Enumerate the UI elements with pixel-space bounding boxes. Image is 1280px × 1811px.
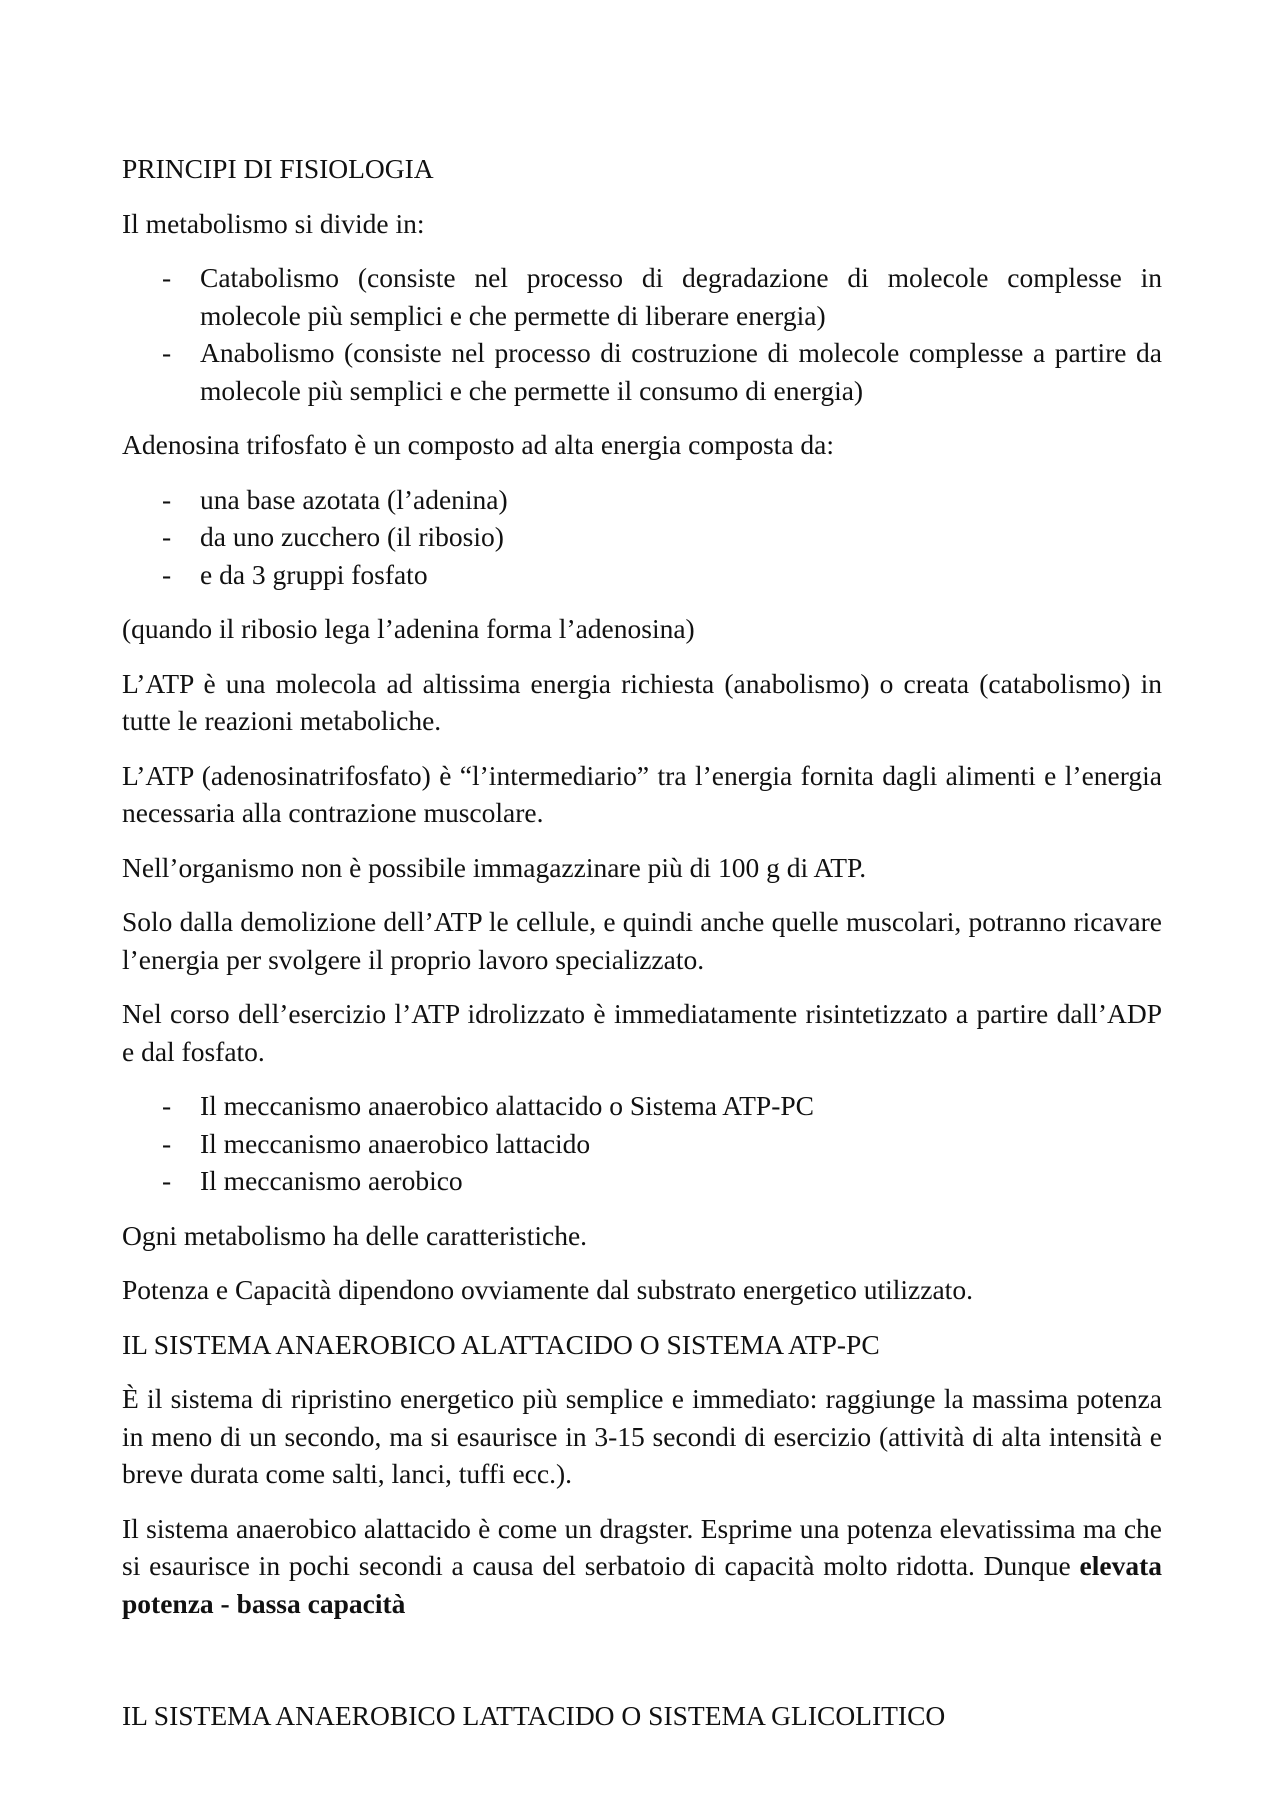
atp-components-list <box>122 481 1162 594</box>
list-item: - da uno zucchero (il ribosio) <box>122 518 1162 556</box>
mechanism-list <box>122 1087 1162 1200</box>
document-page <box>122 150 1162 1752</box>
paragraph-text: Il sistema anaerobico alattacido è come un dragster. Esprime una potenza elevatissima ma che si esaurisce in pochi secondi a causa del serbatoio di capacità molto ridotta. Dunque <box>122 1512 1162 1581</box>
blank-line <box>122 1639 1162 1697</box>
list-item: - una base azotata (l’adenina) <box>122 481 1162 519</box>
paragraph: L’ATP (adenosinatrifosfato) è “l’intermediario” tra l’energia fornita dagli alimenti e l’energia necessaria alla contrazione muscolare. <box>122 759 1162 828</box>
paragraph: Nell’organismo non è possibile immagazzinare più di 100 g di ATP. <box>122 851 867 883</box>
list-item: - e da 3 gruppi fosfato <box>122 556 1162 594</box>
atp-intro: Adenosina trifosfato è un composto ad alta energia composta da: <box>122 429 834 460</box>
list-item: - Catabolismo (consiste nel processo di degradazione di molecole complesse in molecole più semplici e che permette di liberare energia) <box>122 259 1162 334</box>
paragraph-dragster <box>122 1510 1162 1623</box>
paragraph: Nel corso dell’esercizio l’ATP idrolizzato è immediatamente risintetizzato a partire dall’ADP e dal fosfato. <box>122 998 1162 1067</box>
section-heading-alattacido: IL SISTEMA ANAEROBICO ALATTACIDO O SISTEMA ATP-PC <box>122 1328 880 1360</box>
list-item: - Il meccanismo anaerobico alattacido o Sistema ATP-PC <box>122 1087 1162 1125</box>
document-title: PRINCIPI DI FISIOLOGIA <box>122 153 434 184</box>
bold-emphasis: elevata potenza - bassa capacità <box>122 1550 1162 1619</box>
list-item: - Il meccanismo aerobico <box>122 1162 1162 1200</box>
paragraph: L’ATP è una molecola ad altissima energia richiesta (anabolismo) o creata (catabolismo) in tutte le reazioni metaboliche. <box>122 667 1162 736</box>
metabolism-intro: Il metabolismo si divide in: <box>122 207 425 239</box>
paragraph: Ogni metabolismo ha delle caratteristiche. <box>122 1219 588 1251</box>
list-item: - Il meccanismo anaerobico lattacido <box>122 1125 1162 1163</box>
metabolism-list <box>122 259 1162 409</box>
paragraph: Potenza e Capacità dipendono ovviamente dal substrato energetico utilizzato. <box>122 1274 973 1305</box>
paragraph: (quando il ribosio lega l’adenina forma l’adenosina) <box>122 613 695 644</box>
list-item: - Anabolismo (consiste nel processo di costruzione di molecole complesse a partire da molecole più semplici e che permette il consumo di energia) <box>122 334 1162 409</box>
section-heading-lattacido: IL SISTEMA ANAEROBICO LATTACIDO O SISTEMA GLICOLITICO <box>122 1700 946 1731</box>
paragraph: Solo dalla demolizione dell’ATP le cellule, e quindi anche quelle muscolari, potranno ricavare l’energia per svolgere il proprio lavoro specializzato. <box>122 906 1162 975</box>
paragraph: È il sistema di ripristino energetico più semplice e immediato: raggiunge la massima potenza in meno di un secondo, ma si esaurisce in 3-15 secondi di esercizio (attività di alta intensità e breve durata come salti, lanci, tuffi ecc.). <box>122 1383 1162 1489</box>
